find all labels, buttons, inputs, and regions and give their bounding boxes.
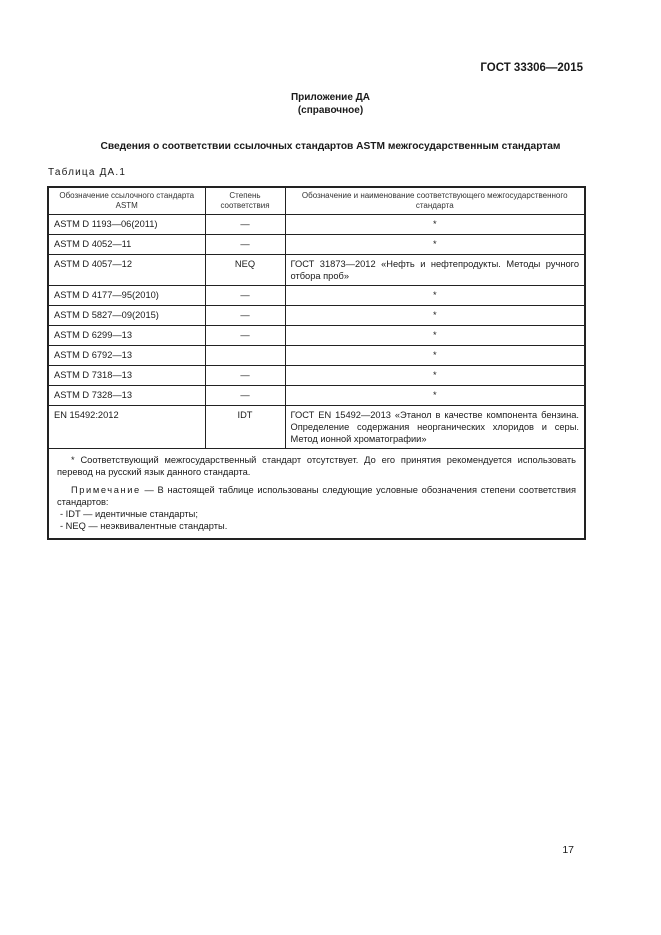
cell-degree: —: [205, 235, 285, 255]
cell-ref: ASTM D 4052—11: [48, 235, 205, 255]
cell-ref: ASTM D 4057—12: [48, 255, 205, 286]
cell-equiv: *: [285, 346, 585, 366]
document-code: ГОСТ 33306—2015: [480, 62, 583, 74]
cell-degree: NEQ: [205, 255, 285, 286]
cell-ref: ASTM D 6299—13: [48, 326, 205, 346]
cell-equiv: *: [285, 286, 585, 306]
cell-equiv: *: [285, 215, 585, 235]
cell-equiv: *: [285, 326, 585, 346]
cell-degree: —: [205, 326, 285, 346]
correspondence-table-wrapper: [47, 186, 584, 540]
cell-equiv: ГОСТ 31873—2012 «Нефть и нефтепродукты. Методы ручного отбора проб»: [285, 255, 585, 286]
cell-ref: ASTM D 5827—09(2015): [48, 306, 205, 326]
cell-ref: ASTM D 4177—95(2010): [48, 286, 205, 306]
cell-degree: —: [205, 366, 285, 386]
cell-degree: [205, 346, 285, 366]
table-row: [48, 386, 585, 406]
table-row: [48, 286, 585, 306]
table-header-row: [48, 187, 585, 215]
cell-degree: —: [205, 286, 285, 306]
table-row: [48, 306, 585, 326]
footnote: * Соответствующий межгосударственный стандарт отсутствует. До его принятия рекомендуется использовать перевод на русский язык данного стандарта.: [57, 455, 576, 477]
page-number: 17: [562, 844, 574, 856]
cell-equiv: *: [285, 366, 585, 386]
legend-item-neq: - NEQ — неэквивалентные стандарты.: [60, 521, 228, 531]
table-caption: Таблица ДА.1: [48, 167, 127, 178]
header-equivalent-standard: Обозначение и наименование соответствующего межгосударственного стандарта: [285, 187, 585, 215]
table-row: [48, 326, 585, 346]
cell-equiv: ГОСТ EN 15492—2013 «Этанол в качестве компонента бензина. Определение содержания неорганических хлоридов и серы. Метод ионной хроматографии»: [285, 406, 585, 449]
cell-ref: ASTM D 6792—13: [48, 346, 205, 366]
cell-degree: IDT: [205, 406, 285, 449]
cell-equiv: *: [285, 386, 585, 406]
table-row: [48, 255, 585, 286]
cell-degree: —: [205, 386, 285, 406]
annex-title: Приложение ДА: [290, 92, 371, 103]
note: [57, 484, 576, 508]
cell-ref: ASTM D 7328—13: [48, 386, 205, 406]
note-text: — В настоящей таблице использованы следующие условные обозначения степени соответствия стандартов:: [57, 485, 576, 507]
cell-equiv: *: [285, 235, 585, 255]
table-footer: [48, 449, 585, 540]
table-row: [48, 215, 585, 235]
section-title: Сведения о соответствии ссылочных стандартов ASTM межгосударственным стандартам: [100, 141, 561, 152]
table-footer-row: [48, 449, 585, 540]
annex-subtitle: (справочное): [297, 105, 364, 116]
table-row: [48, 346, 585, 366]
cell-ref: EN 15492:2012: [48, 406, 205, 449]
table-row: [48, 406, 585, 449]
legend-item-idt: - IDT — идентичные стандарты;: [60, 509, 198, 519]
annex-heading: [0, 91, 661, 117]
correspondence-table: [47, 186, 586, 540]
cell-equiv: *: [285, 306, 585, 326]
cell-ref: ASTM D 7318—13: [48, 366, 205, 386]
cell-ref: ASTM D 1193—06(2011): [48, 215, 205, 235]
table-row: [48, 366, 585, 386]
cell-degree: —: [205, 215, 285, 235]
cell-degree: —: [205, 306, 285, 326]
header-ref-standard: Обозначение ссылочного стандарта ASTM: [48, 187, 205, 215]
table-row: [48, 235, 585, 255]
header-degree: Степень соответствия: [205, 187, 285, 215]
note-label: Примечание: [71, 485, 141, 495]
